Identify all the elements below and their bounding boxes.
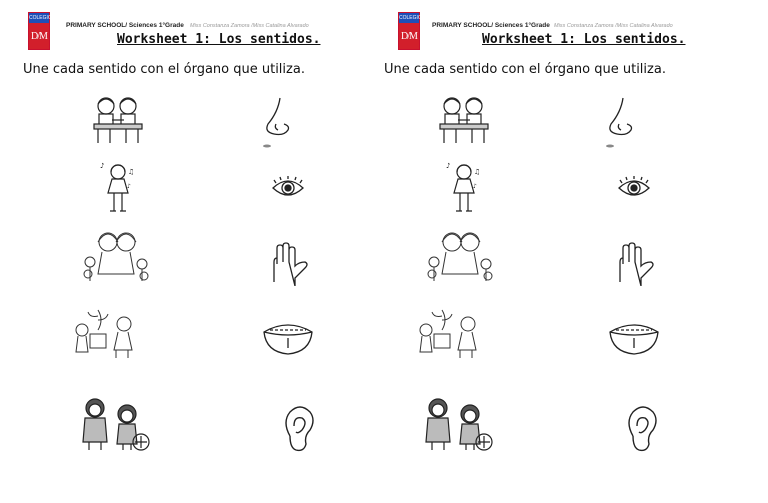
svg-text:♪: ♪ — [100, 162, 105, 170]
svg-text:♪: ♪ — [446, 162, 451, 170]
ear-icon — [282, 406, 316, 452]
svg-text:♪: ♪ — [473, 183, 477, 190]
children-looking-picture — [418, 396, 496, 454]
worksheet-right — [360, 0, 732, 503]
school-line: PRIMARY SCHOOL/ Sciences 1°Grade — [432, 22, 550, 29]
teachers-line: Miss Constanza Zamora /Miss Catalina Alvarado — [554, 23, 673, 29]
nose-icon — [605, 96, 639, 150]
ear-icon — [625, 406, 659, 452]
mouth-tongue-icon — [608, 320, 660, 356]
children-touching-plants-picture — [416, 306, 484, 360]
mouth-tongue-icon — [262, 320, 314, 356]
eye-icon — [272, 176, 304, 200]
logo-letters: D/M — [398, 23, 420, 50]
logo-top-text: COLEGIO — [398, 12, 420, 23]
children-smelling-flowers-picture — [424, 228, 496, 286]
logo-top-text: COLEGIO — [28, 12, 50, 23]
nose-icon — [262, 96, 296, 150]
child-listening-music-picture — [446, 160, 482, 216]
hand-icon — [266, 242, 312, 286]
school-logo — [398, 12, 420, 52]
instruction-text: Une cada sentido con el órgano que utiliza. — [384, 62, 666, 77]
children-looking-picture — [75, 396, 153, 454]
svg-text:♫: ♫ — [128, 168, 135, 176]
children-eating-picture — [436, 94, 492, 146]
worksheet-left — [0, 0, 372, 503]
teachers-line: Miss Constanza Zamora /Miss Catalina Alvarado — [190, 23, 309, 29]
logo-letters: D/M — [28, 23, 50, 50]
school-line: PRIMARY SCHOOL/ Sciences 1°Grade — [66, 22, 184, 29]
children-touching-plants-picture — [72, 306, 140, 360]
children-eating-picture — [90, 94, 146, 146]
worksheet-title: Worksheet 1: Los sentidos. — [117, 32, 321, 47]
school-logo — [28, 12, 50, 52]
hand-icon — [612, 242, 658, 286]
svg-text:♫: ♫ — [474, 168, 481, 176]
svg-text:♪: ♪ — [127, 183, 131, 190]
worksheet-title: Worksheet 1: Los sentidos. — [482, 32, 686, 47]
instruction-text: Une cada sentido con el órgano que utiliza. — [23, 62, 305, 77]
eye-icon — [618, 176, 650, 200]
child-listening-music-picture — [100, 160, 136, 216]
children-smelling-flowers-picture — [80, 228, 152, 286]
